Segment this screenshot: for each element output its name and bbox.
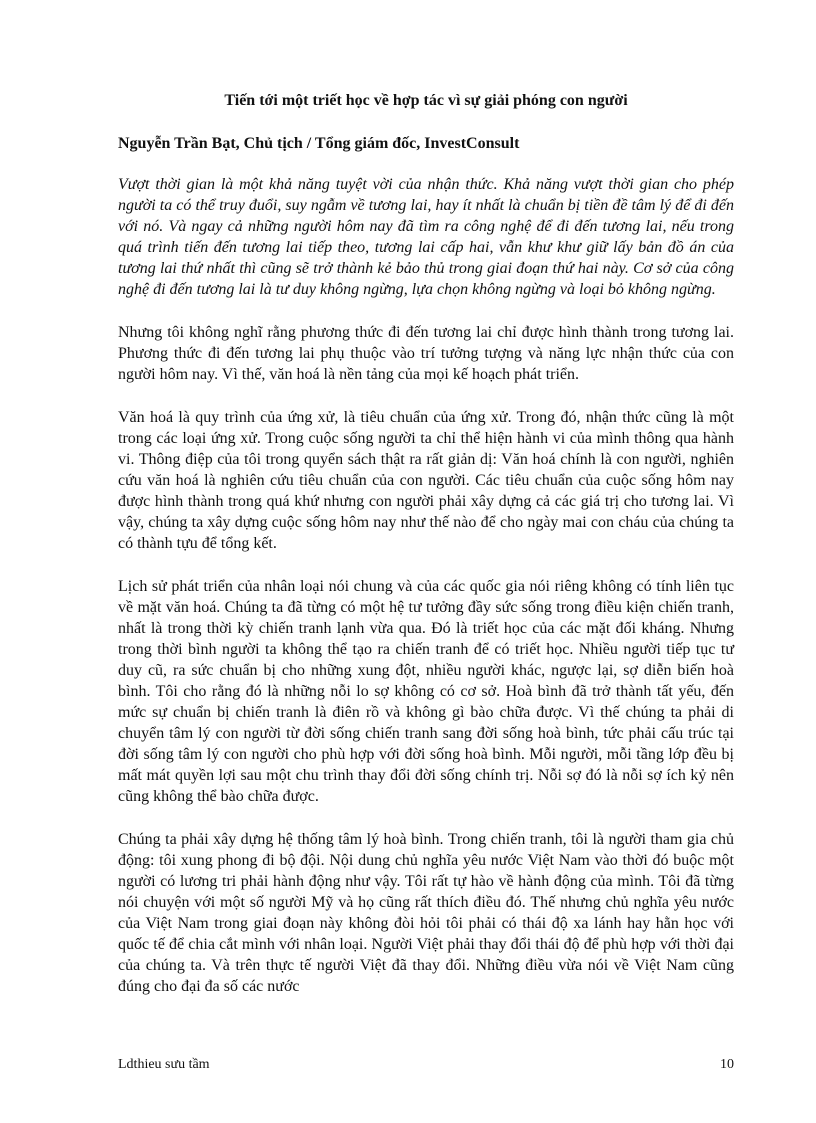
page-title: Tiến tới một triết học về hợp tác vì sự giải phóng con người [224,92,628,109]
body-paragraph: Lịch sử phát triển của nhân loại nói chung và của các quốc gia nói riêng không có tính liên tục về mặt văn hoá. Chúng ta đã từng có một hệ tư tưởng đầy sức sống trong điều kiện chiến tranh, nhất là trong thời kỳ chiến tranh lạnh vừa qua. Đó là triết học của các mặt đối kháng. Nhưng trong thời bình người ta không thể tạo ra chiến tranh để có triết học. Nhiều người tiếp tục tư duy cũ, ra sức chuẩn bị cho những xung đột, nhiều người khác, ngược lại, sợ diễn biến hoà bình. Tôi cho rằng đó là những nỗi lo sợ không có cơ sở. Hoà bình đã trở thành tất yếu, đến mức sự chuẩn bị chiến tranh là điên rồ và không gì bào chữa được. Vì thế chúng ta phải di chuyển tâm lý con người từ đời sống chiến tranh sang đời sống hoà bình, tức phải cấu trúc tại đời sống tâm lý con người cho phù hợp với đời sống hoà bình. Mỗi người, mỗi tầng lớp đều bị mất mát quyền lợi sau một chu trình thay đổi đời sống chính trị. Nỗi sợ đó là nỗi sợ ích kỷ nên cũng không thể bào chữa được. [118,578,734,805]
intro-paragraph: Vượt thời gian là một khả năng tuyệt vời của nhận thức. Khả năng vượt thời gian cho phép người ta có thể truy đuổi, suy ngẫm về tương lai, hay ít nhất là chuẩn bị tiền đề tâm lý để đi đến với nó. Và ngay cả những người hôm nay đã tìm ra công nghệ để đi đến tương lai, nếu trong quá trình tiến đến tương lai tiếp theo, tương lai cấp hai, vẫn khư khư giữ lấy bản đồ án của tương lai thứ nhất thì cũng sẽ trở thành kẻ bảo thủ trong giai đoạn thứ hai này. Cơ sở của công nghệ đi đến tương lai là tư duy không ngừng, lựa chọn không ngừng và loại bỏ không ngừng. [118,176,734,298]
body-paragraph: Chúng ta phải xây dựng hệ thống tâm lý hoà bình. Trong chiến tranh, tôi là người tham gia chủ động: tôi xung phong đi bộ đội. Nội dung chủ nghĩa yêu nước Việt Nam vào thời đó buộc một người có lương tri phải hành động như vậy. Tôi rất tự hào về hành động của mình. Tôi đã từng nói chuyện với một số người Mỹ và họ cũng rất thích điều đó. Thế nhưng chủ nghĩa yêu nước của Việt Nam trong giai đoạn này không đòi hỏi tôi phải có thái độ xa lánh hay hằn học với quốc tế để chia cắt mình với nhân loại. Người Việt phải thay đổi thái độ để phù hợp với thời đại của chúng ta. Và trên thực tế người Việt đã thay đổi. Những điều vừa nói về Việt Nam cũng đúng cho đại đa số các nước [118,831,734,995]
page-number: 10 [720,1057,734,1072]
body-paragraph: Văn hoá là quy trình của ứng xử, là tiêu chuẩn của ứng xử. Trong đó, nhận thức cũng là một trong các loại ứng xử. Trong cuộc sống người ta chỉ thể hiện hành vi của mình thông qua hành vi. Thông điệp của tôi trong quyển sách thật ra rất giản dị: Văn hoá chính là con người, nghiên cứu văn hoá là nghiên cứu tiêu chuẩn của con người. Các tiêu chuẩn của cuộc sống hôm nay được hình thành trong quá khứ nhưng con người phải xây dựng cả các giá trị cho tương lai. Vì vậy, chúng ta xây dựng cuộc sống hôm nay như thế nào để cho ngày mai con cháu của chúng ta có thành tựu để tổng kết. [118,409,734,552]
body-paragraph: Nhưng tôi không nghĩ rằng phương thức đi đến tương lai chỉ được hình thành trong tương lai. Phương thức đi đến tương lai phụ thuộc vào trí tưởng tượng và năng lực nhận thức của con người hôm nay. Vì thế, văn hoá là nền tảng của mọi kế hoạch phát triển. [118,324,734,383]
author-line: Nguyễn Trần Bạt, Chủ tịch / Tổng giám đốc, InvestConsult [118,135,520,152]
document-body [118,90,734,1019]
footer-source: Ldthieu sưu tầm [118,1057,210,1072]
